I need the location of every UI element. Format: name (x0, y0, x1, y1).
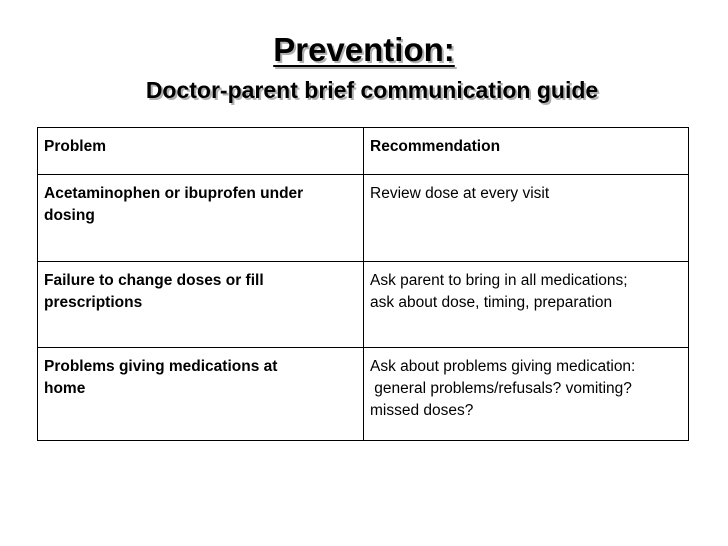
table-row (38, 175, 689, 262)
problem-line: Acetaminophen or ibuprofen under (44, 185, 304, 202)
problem-line: dosing (44, 207, 95, 224)
header-recommendation: Recommendation (364, 128, 689, 175)
recommendation-line: Review dose at every visit (370, 185, 550, 202)
communication-guide-table (37, 127, 689, 441)
recommendation-line: Ask about problems giving medication: (370, 358, 636, 375)
recommendation-cell (364, 262, 689, 348)
header-problem: Problem (38, 128, 364, 175)
table-header-row (38, 128, 689, 175)
slide-title: Prevention: (273, 31, 455, 68)
problem-line: home (44, 380, 86, 397)
problem-line: Problems giving medications at (44, 358, 278, 375)
problem-cell (38, 348, 364, 441)
recommendation-line: Ask parent to bring in all medications; (370, 272, 628, 289)
problem-cell (38, 175, 364, 262)
table-row (38, 262, 689, 348)
recommendation-cell (364, 348, 689, 441)
table-row (38, 348, 689, 441)
problem-line: Failure to change doses or fill (44, 272, 264, 289)
recommendation-line: missed doses? (370, 402, 474, 419)
problem-cell (38, 262, 364, 348)
recommendation-cell (364, 175, 689, 262)
problem-line: prescriptions (44, 294, 143, 311)
slide-subtitle: Doctor-parent brief communication guide (145, 77, 599, 103)
recommendation-line: ask about dose, timing, preparation (370, 294, 613, 311)
recommendation-line: general problems/refusals? vomiting? (370, 380, 632, 397)
